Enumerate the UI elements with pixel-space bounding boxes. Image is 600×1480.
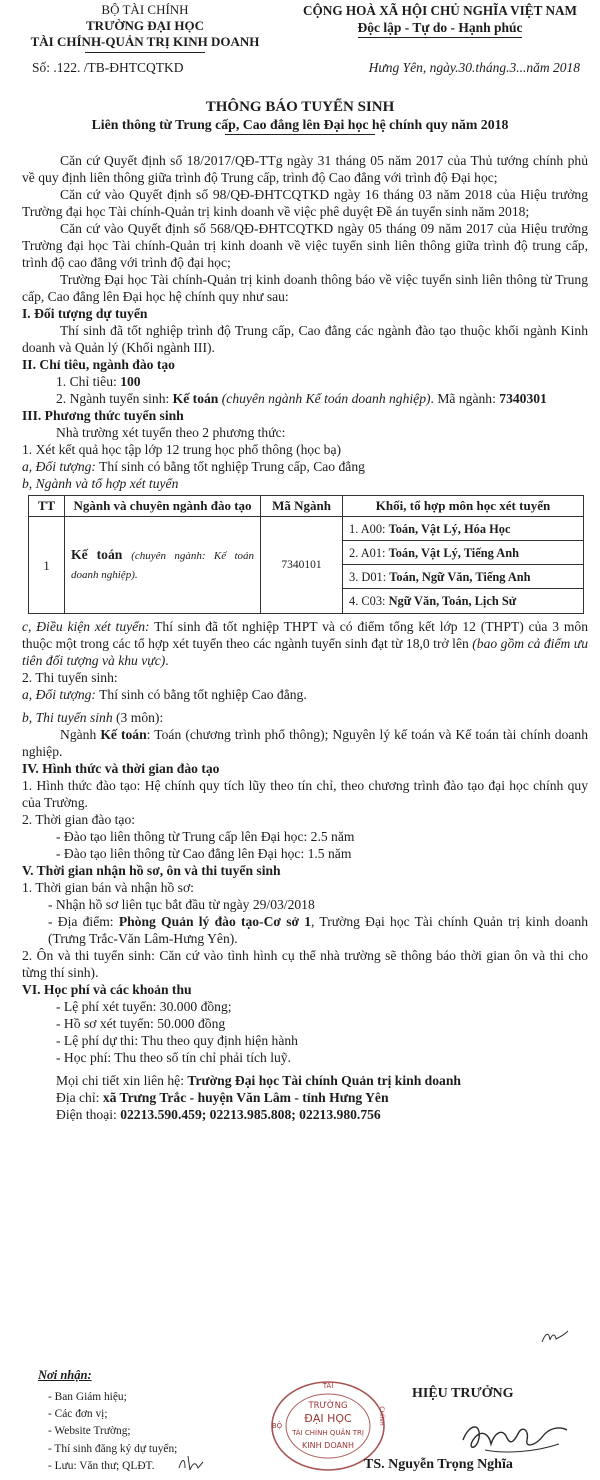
application-time: 1. Thời gian bán và nhận hồ sơ:	[22, 880, 194, 895]
subtitle-underline	[225, 134, 375, 135]
section-heading: V. Thời gian nhận hồ sơ, ôn và thi tuyển sinh	[22, 863, 281, 878]
section-heading: III. Phương thức tuyển sinh	[22, 408, 184, 423]
major-line	[22, 390, 588, 407]
method1-condition-note: (bao gồm cả điểm ưu tiên đối tượng và khu vực)	[22, 636, 588, 668]
initial-mark	[540, 1328, 570, 1346]
recipient-item: - Thí sinh đăng ký dự tuyển;	[48, 1442, 178, 1455]
row-index: 1	[29, 517, 65, 614]
method1-condition	[22, 618, 588, 669]
address-label: Địa chỉ:	[56, 1090, 103, 1105]
combo-code: 1. A00:	[349, 522, 389, 536]
national-heading	[290, 2, 590, 38]
application-start: - Nhận hồ sơ liên tục bắt đầu từ ngày 29/03/2018	[48, 897, 315, 912]
combo-item	[343, 565, 583, 589]
section-text: Thí sinh đã tốt nghiệp trình độ Trung cấp, Cao đẳng các ngành đào tạo thuộc khối ngành Kinh doanh và Quản lý (Khối ngành III).	[22, 323, 588, 355]
quota-line	[22, 373, 588, 390]
document-subtitle	[0, 117, 600, 135]
combo-item	[343, 517, 583, 541]
table-header-cell: Khối, tổ hợp môn học xét tuyển	[343, 496, 584, 517]
method1-condition-label: c, Điều kiện xét tuyển:	[22, 619, 150, 634]
major-code-label: . Mã ngành:	[430, 391, 500, 406]
row-major-note: (chuyên ngành: Kế toán doanh nghiệp).	[71, 550, 255, 581]
combo-subjects: Toán, Vật Lý, Tiếng Anh	[388, 546, 519, 560]
stamp-line1: TRƯỜNG	[308, 1401, 348, 1411]
training-time-item: - Đào tạo liên thông từ Trung cấp lên Đại học: 2.5 năm	[56, 829, 355, 844]
method2-exam-text: (3 môn):	[112, 710, 164, 725]
stamp-line4: KINH DOANH	[302, 1441, 354, 1450]
row-code: 7340101	[261, 517, 343, 614]
method2-title: 2. Thi tuyển sinh:	[22, 670, 118, 685]
ministry-name: BỘ TÀI CHÍNH	[101, 2, 189, 17]
initial-mark	[176, 1452, 206, 1474]
rector-title: HIỆU TRƯỞNG	[412, 1386, 514, 1401]
location-text: , Trường Đại học Tài chính Quản trị kinh doanh (Trưng Trắc-Văn Lâm-Hưng Yên).	[48, 914, 589, 946]
contact-line	[22, 1072, 588, 1089]
phone-label: Điện thoại:	[56, 1107, 121, 1122]
combo-item	[343, 541, 583, 565]
method2-major-text: : Toán (chương trình phổ thông); Nguyên lý kế toán và Kế toán tài chính doanh nghiệp.	[22, 727, 588, 759]
phone-line	[22, 1106, 588, 1123]
stamp-side-right: CHÍNH	[378, 1406, 385, 1426]
recipients-title: Nơi nhận:	[38, 1368, 92, 1382]
preamble-paragraph: Căn cứ vào Quyết định số 568/QĐ-ĐHTCQTKD ngày 05 tháng 09 năm 2017 của Hiệu trưởng Trường đại học Tài chính-Quản trị kinh doanh về việc tuyển sinh liên thông giữa trình độ trung cấp, trình độ cao đẳng với trình độ đại học;	[22, 221, 588, 270]
fee-item: - Lệ phí xét tuyển: 30.000 đồng;	[56, 999, 232, 1014]
recipient-item: - Lưu: Văn thư; QLĐT.	[48, 1459, 155, 1472]
stamp-line2: ĐẠI HỌC	[304, 1412, 352, 1425]
contact-label: Mọi chi tiết xin liên hệ:	[56, 1073, 188, 1088]
document-title: THÔNG BÁO TUYỂN SINH	[205, 99, 395, 115]
location-office: Phòng Quản lý đào tạo-Cơ sở 1	[118, 914, 312, 929]
table-header-cell: Ngành và chuyên ngành đào tạo	[65, 496, 261, 517]
address-line	[22, 1089, 588, 1106]
training-time-title: 2. Thời gian đào tạo:	[22, 812, 136, 827]
admission-table	[28, 495, 584, 614]
method2-target-label: a, Đối tượng:	[22, 687, 96, 702]
method2-subjects	[22, 726, 588, 760]
location-prefix: - Địa điểm:	[48, 914, 119, 929]
major-spec: (chuyên ngành Kế toán doanh nghiệp)	[221, 391, 431, 406]
combo-subjects: Toán, Vật Lý, Hóa Học	[388, 522, 511, 536]
section-heading: II. Chỉ tiêu, ngành đào tạo	[22, 357, 175, 372]
document-body	[22, 152, 588, 1123]
phone-value: 02213.590.459; 02213.985.808; 02213.980.756	[120, 1107, 381, 1122]
table-header-cell: Mã Ngành	[261, 496, 343, 517]
preamble-paragraph: Căn cứ Quyết định số 18/2017/QĐ-TTg ngày 31 tháng 05 năm 2017 của Thủ tướng chính phủ về quy định liên thông giữa trình độ Trung cấp, trình độ Cao đẳng với trình độ Đại học;	[22, 153, 588, 185]
combo-item	[343, 589, 583, 613]
school-name-line1: TRƯỜNG ĐẠI HỌC	[86, 18, 204, 33]
method2-target-text: Thí sinh có bằng tốt nghiệp Cao đẳng.	[95, 687, 307, 702]
subtitle-text: Liên thông từ Trung cấp, Cao đẳng lên Đại học hệ chính quy năm 2018	[91, 117, 509, 132]
combo-code: 3. D01:	[349, 570, 390, 584]
method1-combos-label: b, Ngành và tổ hợp xét tuyển	[22, 476, 179, 491]
contact-value: Trường Đại học Tài chính Quản trị kinh doanh	[187, 1073, 461, 1088]
signer-name: TS. Nguyễn Trọng Nghĩa	[364, 1457, 513, 1472]
row-combos	[343, 517, 584, 614]
method-intro: Nhà trường xét tuyển theo 2 phương thức:	[56, 425, 286, 440]
table-header-cell: TT	[29, 496, 65, 517]
section-heading: VI. Học phí và các khoản thu	[22, 982, 192, 997]
table-header-row	[29, 496, 584, 517]
address-value: xã Trưng Trắc - huyện Văn Lâm - tỉnh Hưng Yên	[102, 1090, 389, 1105]
training-time-item: - Đào tạo liên thông từ Cao đẳng lên Đại học: 1.5 năm	[56, 846, 352, 861]
issuing-agency	[14, 2, 276, 53]
training-form: 1. Hình thức đào tạo: Hệ chính quy tích lũy theo tín chỉ, theo chương trình đào tạo đại học chính quy của Trường.	[22, 778, 588, 810]
method1-condition-end: .	[165, 653, 169, 668]
table-row	[29, 517, 584, 614]
major-code: 7340301	[499, 391, 547, 406]
major-name: Kế toán	[172, 391, 219, 406]
exam-schedule: 2. Ôn và thi tuyển sinh: Căn cứ vào tình hình cụ thể nhà trường sẽ thông báo thời gian ôn và thi cho từng thí sinh).	[22, 948, 588, 980]
national-motto: Độc lập - Tự do - Hạnh phúc	[357, 20, 523, 35]
recipient-item: - Ban Giám hiệu;	[48, 1391, 127, 1403]
section-heading: IV. Hình thức và thời gian đào tạo	[22, 761, 220, 776]
method1-title: 1. Xét kết quả học tập lớp 12 trung học phổ thông (học bạ)	[22, 442, 342, 457]
country-name: CỘNG HOÀ XÃ HỘI CHỦ NGHĨA VIỆT NAM	[303, 3, 577, 18]
motto-underline	[358, 37, 522, 38]
fee-item: - Lệ phí dự thi: Thu theo quy định hiện hành	[56, 1033, 298, 1048]
major-label: 2. Ngành tuyển sinh:	[56, 391, 173, 406]
recipient-item: - Các đơn vị;	[48, 1408, 108, 1421]
document-date: Hưng Yên, ngày.30.tháng.3...năm 2018	[368, 60, 580, 75]
method1-target	[22, 458, 588, 475]
method1-target-text: Thí sinh có bằng tốt nghiệp Trung cấp, Cao đẳng	[95, 459, 365, 474]
section-heading: I. Đối tượng dự tuyển	[22, 306, 148, 321]
application-location	[22, 913, 588, 947]
combo-code: 4. C03:	[349, 594, 389, 608]
school-name-line2: TÀI CHÍNH-QUẢN TRỊ KINH DOANH	[30, 34, 260, 49]
method2-major-name: Kế toán	[100, 727, 147, 742]
method2-exam	[22, 709, 588, 726]
stamp-line3: TÀI CHÍNH QUẢN TRỊ	[292, 1429, 364, 1437]
method2-target	[22, 686, 588, 703]
quota-label: 1. Chỉ tiêu:	[56, 374, 121, 389]
document-number: Số: .122. /TB-ĐHTCQTKD	[32, 60, 184, 75]
preamble-paragraph: Căn cứ vào Quyết định số 98/QĐ-ĐHTCQTKD ngày 16 tháng 03 năm 2018 của Hiệu trưởng Trường đại học Tài chính-Quản trị kinh doanh về việc phê duyệt Đề án tuyển sinh năm 2018;	[22, 187, 588, 219]
method1-condition-text: Thí sinh đã tốt nghiệp THPT và có điểm tổng kết lớp 12 (THPT) của 3 môn thuộc một trong các tổ hợp xét tuyển theo các ngành tuyển sinh đạt từ 18,0 trở lên	[22, 619, 589, 651]
method2-major-prefix: Ngành	[60, 727, 101, 742]
preamble-paragraph: Trường Đại học Tài chính-Quản trị kinh doanh thông báo về việc tuyển sinh liên thông từ Trung cấp, Cao đẳng lên Đại học hệ chính quy như sau:	[22, 272, 588, 304]
combo-subjects: Toán, Ngữ Văn, Tiếng Anh	[389, 570, 531, 584]
agency-underline	[85, 52, 205, 53]
fee-item: - Hồ sơ xét tuyển: 50.000 đồng	[56, 1016, 226, 1031]
stamp-side-left: BỘ	[271, 1422, 283, 1430]
handwritten-signature	[455, 1410, 575, 1460]
quota-value: 100	[120, 374, 141, 389]
combo-code: 2. A01:	[349, 546, 389, 560]
method2-exam-label: b, Thi tuyển sinh	[22, 710, 113, 725]
row-major-name: Kế toán	[71, 547, 123, 562]
row-major	[65, 517, 261, 614]
fee-item: - Học phí: Thu theo số tín chỉ phải tích luỹ.	[56, 1050, 291, 1065]
stamp-top-text: TÀI	[322, 1382, 334, 1390]
recipient-item: - Website Trường;	[48, 1425, 131, 1438]
recipients-list	[48, 1389, 177, 1475]
combo-subjects: Ngữ Văn, Toán, Lịch Sử	[388, 594, 517, 608]
method1-target-label: a, Đối tượng:	[22, 459, 96, 474]
